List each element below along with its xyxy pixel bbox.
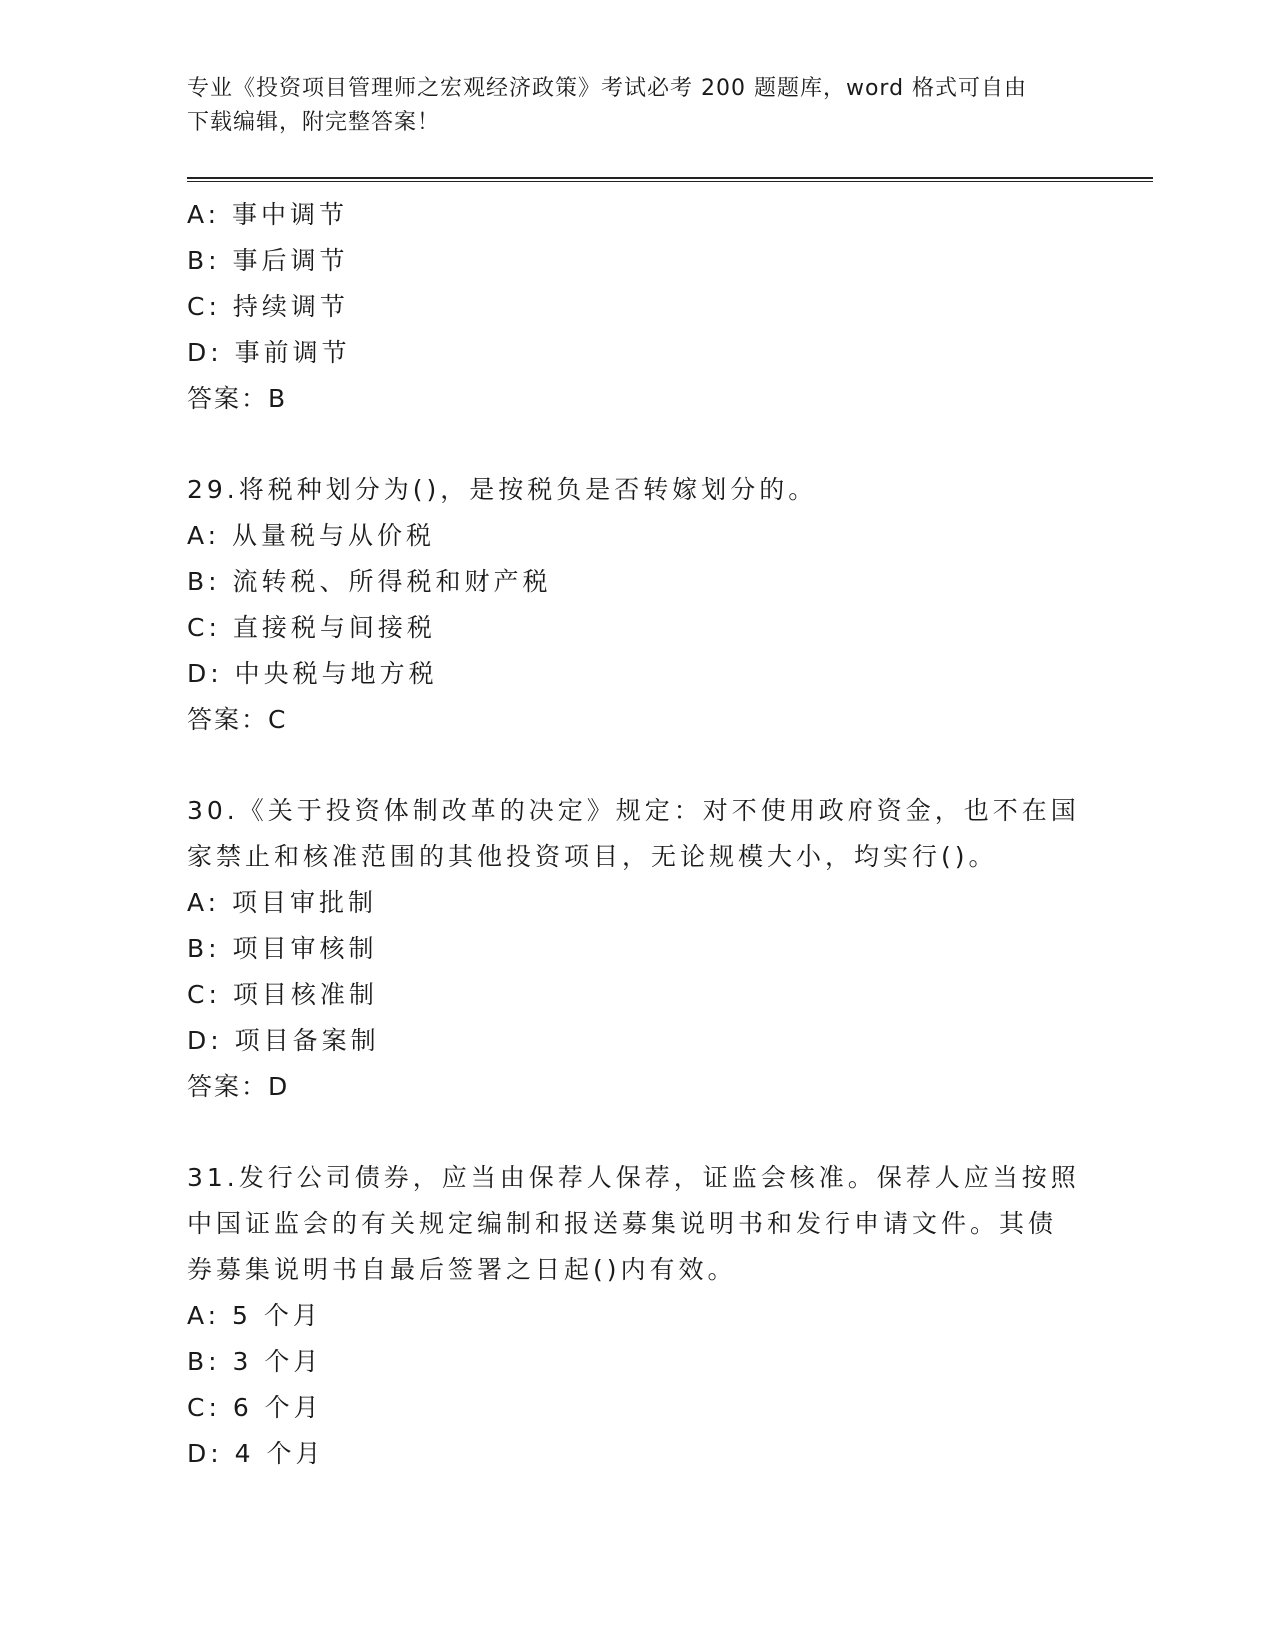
header-rule-thick [187, 177, 1153, 179]
option-d: D: 项目备案制 [187, 1026, 380, 1055]
option-a: A: 项目审批制 [187, 888, 378, 917]
answer: 答案：B [187, 384, 288, 413]
question-28 [187, 192, 1087, 422]
option-d: D: 中央税与地方税 [187, 659, 438, 688]
header-line-1: 专业《投资项目管理师之宏观经济政策》考试必考 200 题题库，word 格式可自由 [187, 76, 1028, 101]
option-c: C: 直接税与间接税 [187, 613, 436, 642]
header-line-2: 下载编辑，附完整答案！ [187, 110, 441, 135]
question-31 [187, 1155, 1087, 1477]
question-list [187, 192, 1087, 1477]
option-b: B: 流转税、所得税和财产税 [187, 567, 552, 596]
option-c: C: 持续调节 [187, 292, 349, 321]
document-header [187, 72, 1087, 140]
question-30 [187, 788, 1087, 1110]
question-text-line-1: 30.《关于投资体制改革的决定》规定：对不使用政府资金，也不在国 [187, 796, 1080, 825]
option-b: B: 项目审核制 [187, 934, 378, 963]
header-rule-thin [187, 181, 1153, 182]
question-text: 29.将税种划分为()，是按税负是否转嫁划分的。 [187, 475, 818, 504]
question-29 [187, 467, 1087, 743]
option-d: D: 4 个月 [187, 1439, 325, 1468]
option-a: A: 5 个月 [187, 1301, 322, 1330]
option-b: B: 事后调节 [187, 246, 349, 275]
option-d: D: 事前调节 [187, 338, 351, 367]
option-a: A: 从量税与从价税 [187, 521, 436, 550]
answer: 答案：D [187, 1072, 290, 1101]
option-c: C: 项目核准制 [187, 980, 378, 1009]
question-text-line-1: 31.发行公司债券，应当由保荐人保荐，证监会核准。保荐人应当按照 [187, 1163, 1080, 1192]
option-a: A: 事中调节 [187, 200, 349, 229]
question-text-line-2: 家禁止和核准范围的其他投资项目，无论规模大小，均实行()。 [187, 842, 998, 871]
answer: 答案：C [187, 705, 288, 734]
option-b: B: 3 个月 [187, 1347, 323, 1376]
option-c: C: 6 个月 [187, 1393, 323, 1422]
question-text-line-3: 券募集说明书自最后签署之日起()内有效。 [187, 1255, 737, 1284]
question-text-line-2: 中国证监会的有关规定编制和报送募集说明书和发行申请文件。其债 [187, 1209, 1058, 1238]
